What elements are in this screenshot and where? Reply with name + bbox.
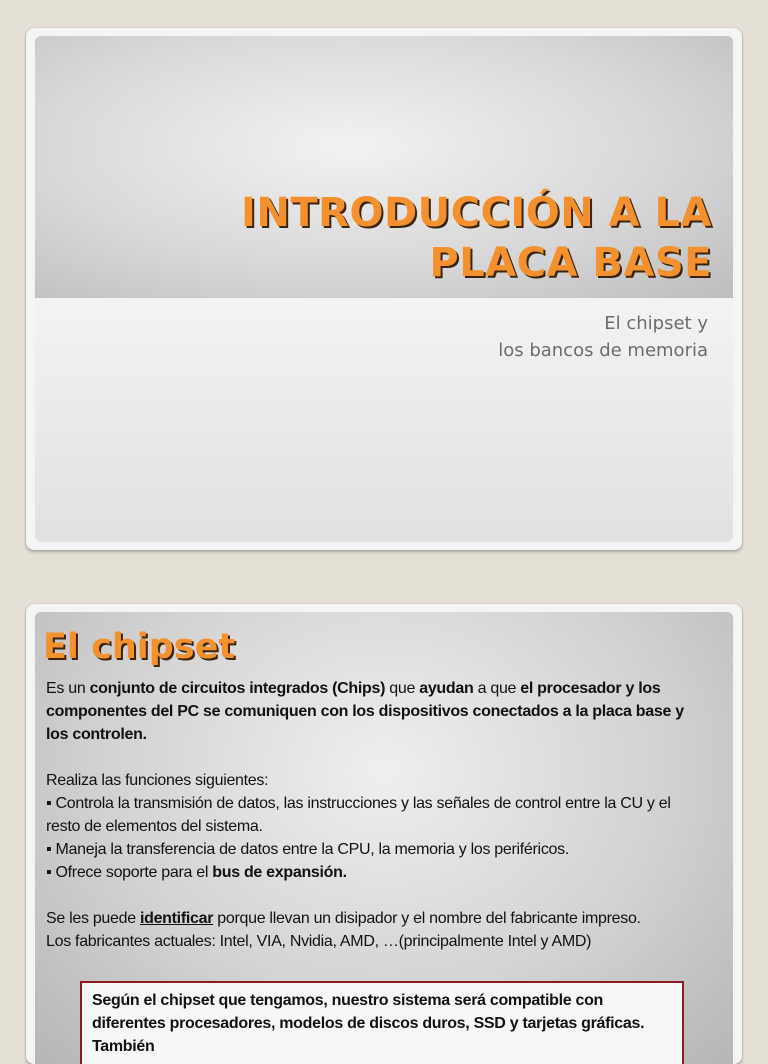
slide-title-heading [72,188,712,288]
intro-bold-text: ayudan [419,680,474,697]
subtitle-line-1: El chipset y [604,313,708,334]
slide-heading: El chipset [43,627,236,667]
intro-paragraph [46,677,706,746]
manufacturers-paragraph: Los fabricantes actuales: Intel, VIA, Nvidia, AMD, …(principalmente Intel y AMD) [46,933,592,950]
identify-text: Se les puede [46,910,140,927]
identify-text: porque llevan un disipador y el nombre del fabricante impreso. [213,910,641,927]
subtitle-line-2: los bancos de memoria [498,340,708,361]
identify-underlined-text: identificar [139,910,214,927]
note-box: Según el chipset que tengamos, nuestro sistema será compatible con diferentes procesadores, modelos de discos duros, SSD y tarjetas gráficas. También [80,981,684,1064]
slide-title [26,28,742,550]
bullet-bold-text: bus de expansión. [212,864,347,881]
slide-body [46,677,706,953]
functions-intro: Realiza las funciones siguientes: [46,772,269,789]
intro-text: a que [473,680,521,697]
bullet-item: ▪ Maneja la transferencia de datos entre la CPU, la memoria y los periféricos. [46,841,569,858]
slide-subtitle [208,310,708,364]
title-line-1: INTRODUCCIÓN A LA [241,190,712,236]
bullet-item: ▪ Controla la transmisión de datos, las instrucciones y las señales de control entre la CU y el resto de elementos del sistema. [46,795,671,835]
intro-text: que [385,680,420,697]
bullet-item [46,861,706,884]
bullet-text: ▪ Ofrece soporte para el [46,864,213,881]
slide-chipset [26,604,742,1064]
title-line-2: PLACA BASE [429,240,712,286]
intro-bold-text: conjunto de circuitos integrados (Chips) [89,680,386,697]
identify-paragraph [46,907,706,930]
intro-bold-text: el procesador y los componentes del PC se comuniquen con los dispositivos conectados a la placa base y los controlen. [46,680,684,743]
intro-text: Es un [46,680,90,697]
